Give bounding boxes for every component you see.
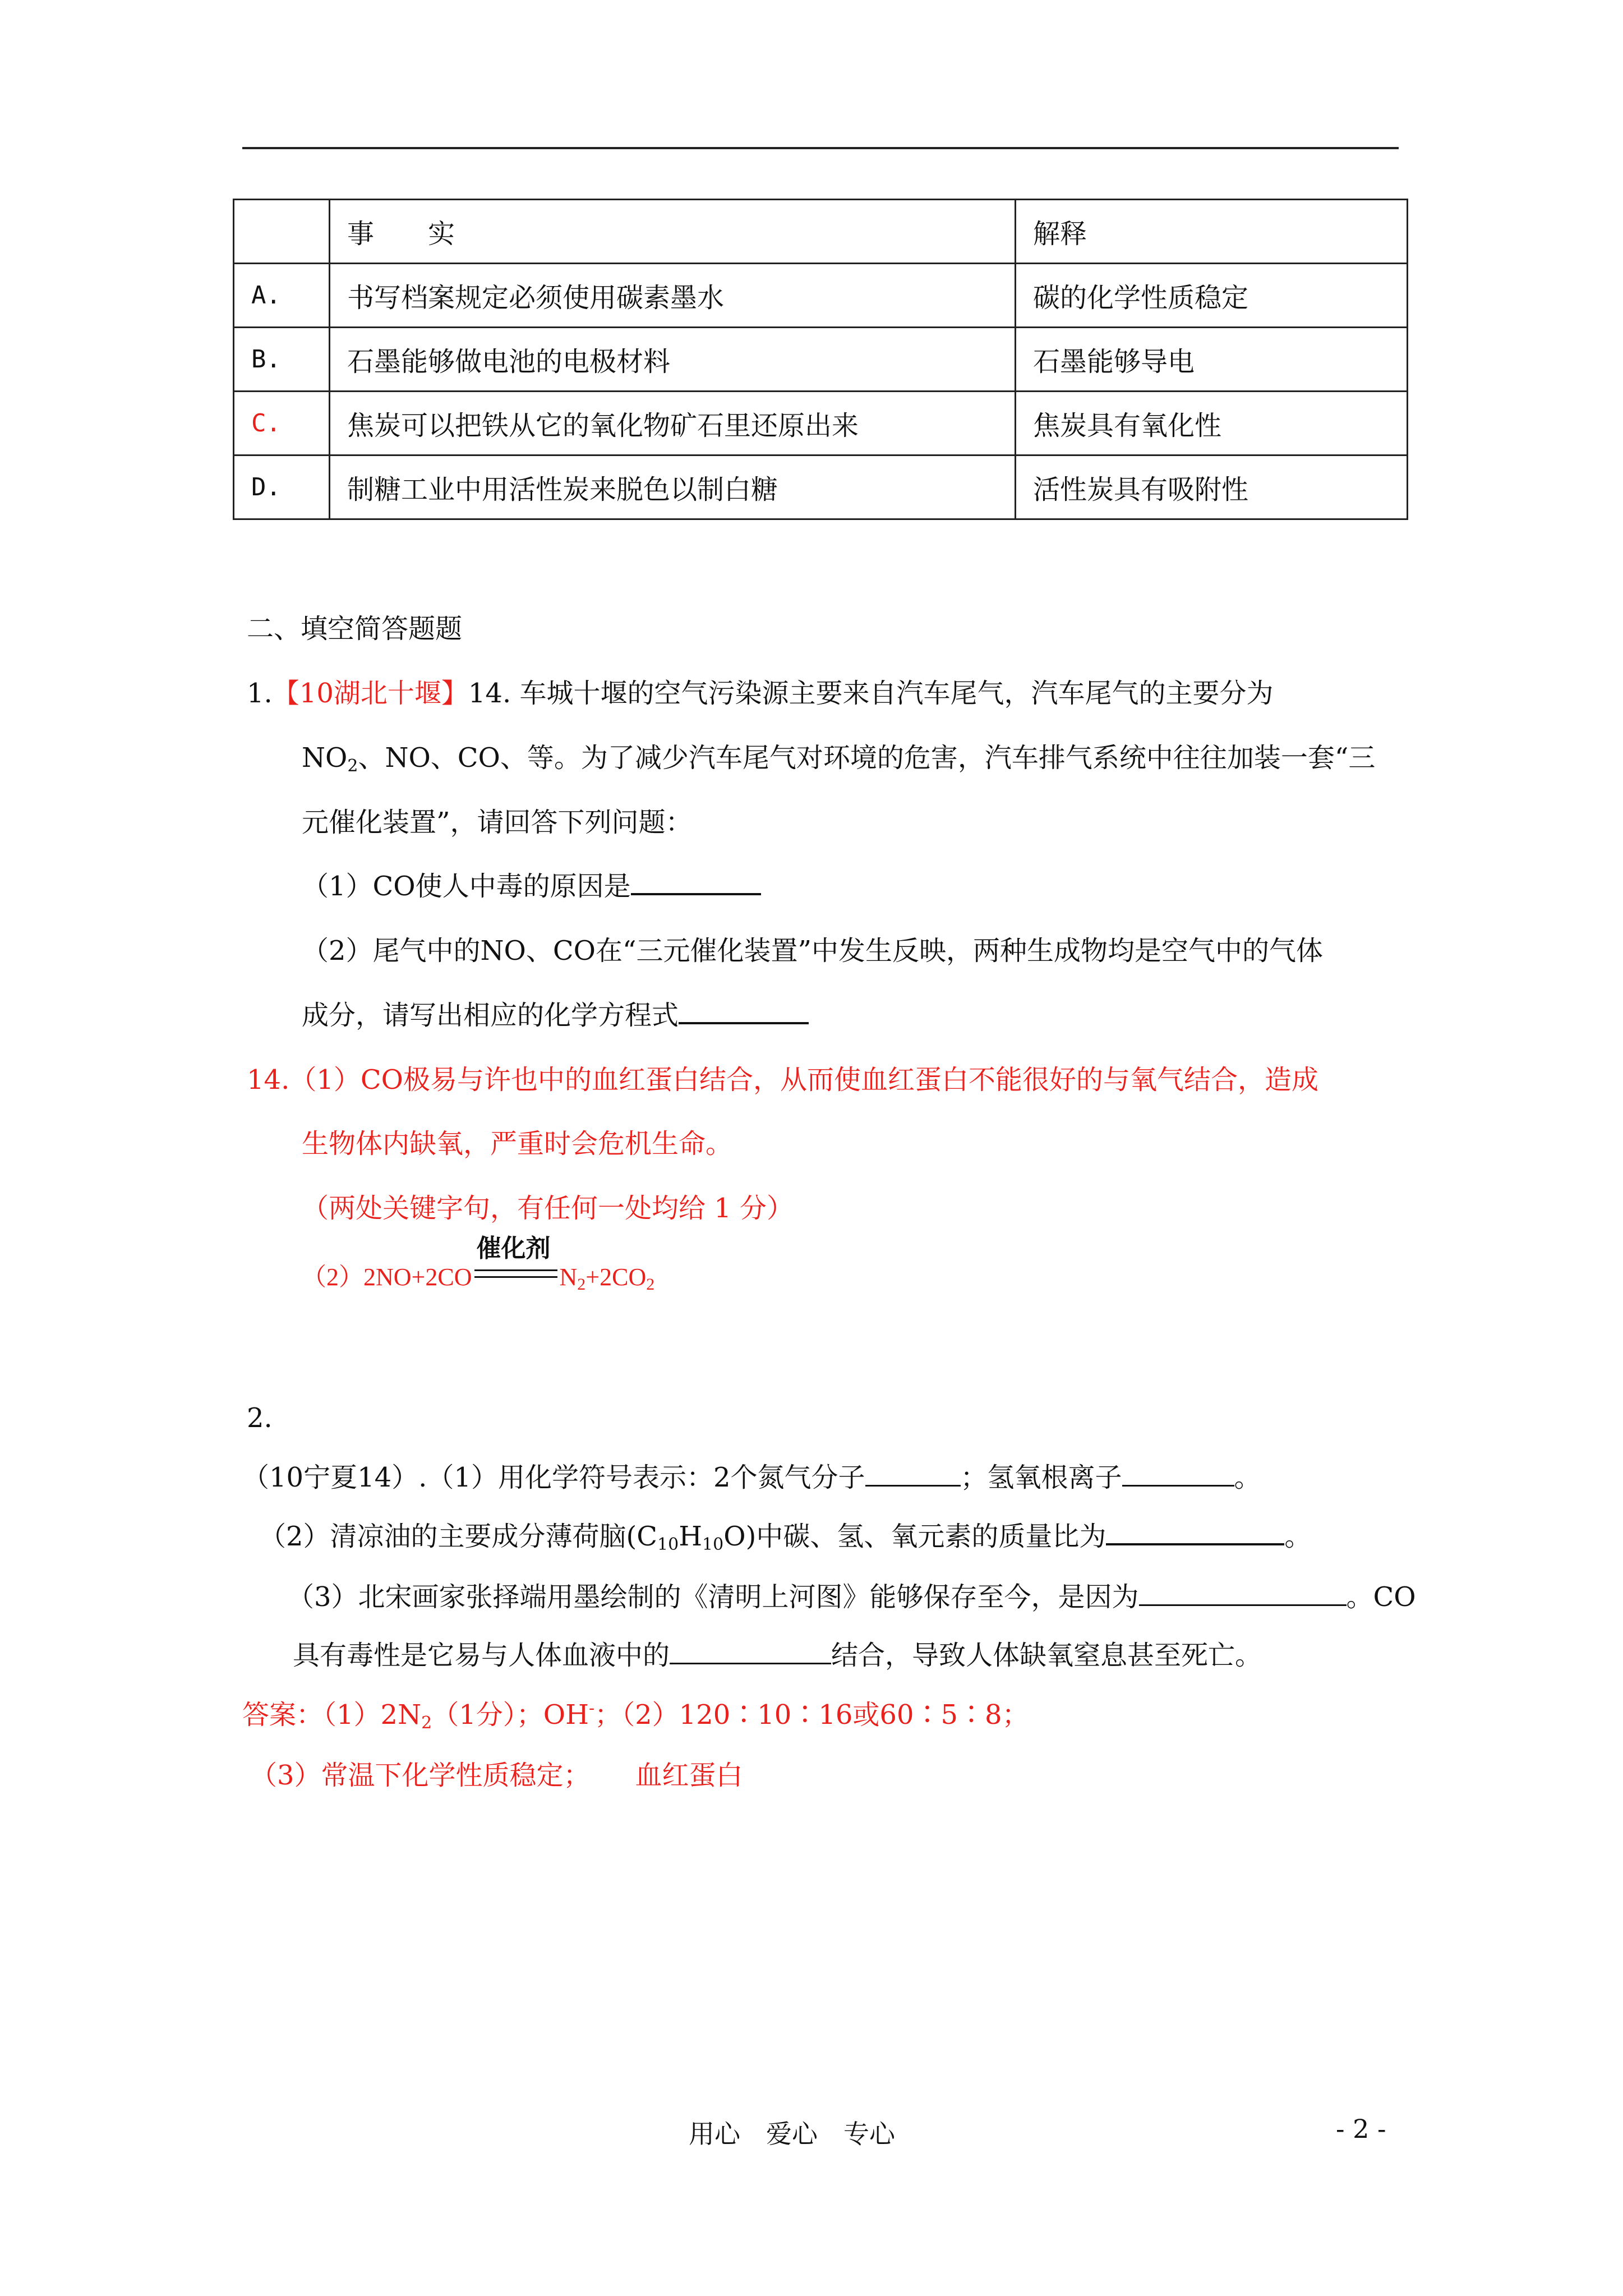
question-2-line-1-text-c: 。 (1234, 1462, 1261, 1493)
row-fact: 书写档案规定必须使用碳素墨水 (330, 264, 1016, 328)
equation-co: +2CO (585, 1263, 647, 1291)
question-1-number: 1. (247, 678, 273, 709)
row-fact: 石墨能够做电池的电极材料 (330, 328, 1016, 392)
answer-1-equation (302, 1234, 655, 1294)
question-2-line-2 (259, 1515, 1311, 1553)
question-1-line-2-text: 、NO、CO、等。为了减少汽车尾气对环境的危害，汽车排气系统中往往加装一套“三 (358, 742, 1376, 774)
table-header-row (234, 200, 1408, 264)
question-2-line-3-text: （3）北宋画家张择端用墨绘制的《清明上河图》能够保存至今，是因为 (287, 1581, 1139, 1613)
question-2-line-2-text-c: 。 (1284, 1521, 1312, 1552)
question-2-line-4-text: 具有毒性是它易与人体血液中的 (293, 1640, 670, 1671)
answer-1-line-2: 生物体内缺氧，严重时会危机生命。 (302, 1128, 733, 1159)
row-fact: 制糖工业中用活性炭来脱色以制白糖 (330, 455, 1016, 519)
row-letter: B. (234, 328, 330, 392)
answer-2-line-1 (242, 1693, 1029, 1732)
header-rule (242, 147, 1399, 149)
answer-1-line-1: 14.（1）CO极易与许也中的血红蛋白结合，从而使血红蛋白不能很好的与氧气结合，造成 (247, 1064, 1318, 1096)
equation-n-subscript: 2 (577, 1275, 586, 1294)
answer-blank[interactable] (1139, 1580, 1347, 1606)
answer-2-line-2 (250, 1754, 743, 1792)
row-explain: 焦炭具有氧化性 (1016, 392, 1408, 455)
answer-blank[interactable] (1106, 1519, 1284, 1545)
row-letter-highlighted: C. (234, 392, 330, 455)
hydroxide-superscript: - (588, 1699, 595, 1718)
catalyst-label: 催化剂 (476, 1234, 551, 1263)
question-2-line-2-text: （2）清凉油的主要成分薄荷脑(C (259, 1521, 657, 1552)
table-row (234, 455, 1408, 519)
footer-motto: 用心 爱心 专心 (689, 2119, 895, 2149)
equation-reactants: （2）2NO+2CO (302, 1263, 472, 1291)
answer-2-line-2-text-b: 血红蛋白 (635, 1760, 743, 1791)
question-1-sub-1-text: （1）CO使人中毒的原因是 (302, 871, 631, 902)
n2-subscript: 2 (421, 1713, 432, 1733)
header-cell-letter (234, 200, 330, 264)
hydrogen-subscript: 10 (702, 1535, 724, 1554)
question-1-line-3: 元催化装置”，请回答下列问题： (302, 807, 693, 838)
carbon-subscript: 10 (657, 1535, 679, 1554)
table-row (234, 264, 1408, 328)
answer-blank[interactable] (865, 1460, 961, 1487)
header-cell-explain: 解释 (1016, 200, 1408, 264)
answer-blank[interactable] (631, 868, 761, 895)
question-2-line-3 (287, 1575, 1416, 1614)
question-1-sub-2-text: 成分，请写出相应的化学方程式 (302, 1000, 679, 1031)
question-1-source-tag: 【10湖北十堰】 (272, 678, 468, 709)
answer-2-line-2-text: （3）常温下化学性质稳定； (250, 1760, 591, 1791)
page-number: - 2 - (1336, 2114, 1386, 2144)
answer-blank[interactable] (670, 1638, 831, 1664)
question-2-line-2-text-b: O)中碳、氢、氧元素的质量比为 (723, 1521, 1106, 1552)
row-explain: 碳的化学性质稳定 (1016, 264, 1408, 328)
question-2-line-1-text: （10宁夏14）.（1）用化学符号表示：2个氮气分子 (242, 1462, 865, 1493)
answer-2-text: 答案：（1）2N (242, 1699, 422, 1731)
double-bar-icon (474, 1269, 557, 1278)
row-letter: A. (234, 264, 330, 328)
equation-co-subscript: 2 (646, 1275, 655, 1294)
header-cell-fact: 事 实 (330, 200, 1016, 264)
question-2-number: 2. (247, 1402, 273, 1434)
table-row (234, 392, 1408, 455)
row-letter: D. (234, 455, 330, 519)
catalyst-equals-sign (474, 1234, 557, 1285)
answer-2-text-c: ；（2）120∶10∶16或60∶5∶8； (594, 1699, 1029, 1731)
question-2-line-4 (293, 1634, 1262, 1672)
question-1-text: 14. 车城十堰的空气污染源主要来自汽车尾气，汽车尾气的主要分为 (468, 678, 1274, 709)
section-title: 二、填空简答题题 (247, 613, 463, 645)
question-2-line-1 (242, 1456, 1261, 1494)
question-1-line-1 (247, 671, 1274, 710)
answer-1-line-3: （两处关键字句，有任何一处均给 1 分） (302, 1193, 794, 1224)
row-fact: 焦炭可以把铁从它的氧化物矿石里还原出来 (330, 392, 1016, 455)
question-2-line-1-text-b: ；氢氧根离子 (960, 1462, 1122, 1493)
row-explain: 活性炭具有吸附性 (1016, 455, 1408, 519)
answer-blank[interactable] (679, 997, 809, 1024)
row-explain: 石墨能够导电 (1016, 328, 1408, 392)
question-1-line-2 (302, 736, 1375, 775)
table-row (234, 328, 1408, 392)
question-2-line-4-text-b: 结合，导致人体缺氧窒息甚至死亡。 (831, 1640, 1262, 1671)
answer-blank[interactable] (1122, 1460, 1234, 1487)
question-1-sub-2-line-2 (302, 993, 809, 1032)
hydrogen-symbol: H (679, 1521, 703, 1552)
question-2-line-3-text-b: 。CO (1346, 1581, 1416, 1613)
question-1-sub-2-line-1: （2）尾气中的NO、CO在“三元催化装置”中发生反映，两种生成物均是空气中的气体 (302, 935, 1324, 967)
facts-table (233, 199, 1408, 520)
question-1-sub-1 (302, 864, 761, 903)
no2-formula: NO (302, 742, 348, 774)
answer-2-text-b: （1分）；OH (432, 1699, 589, 1731)
no2-subscript: 2 (347, 756, 358, 776)
equation-n: N (559, 1263, 578, 1291)
